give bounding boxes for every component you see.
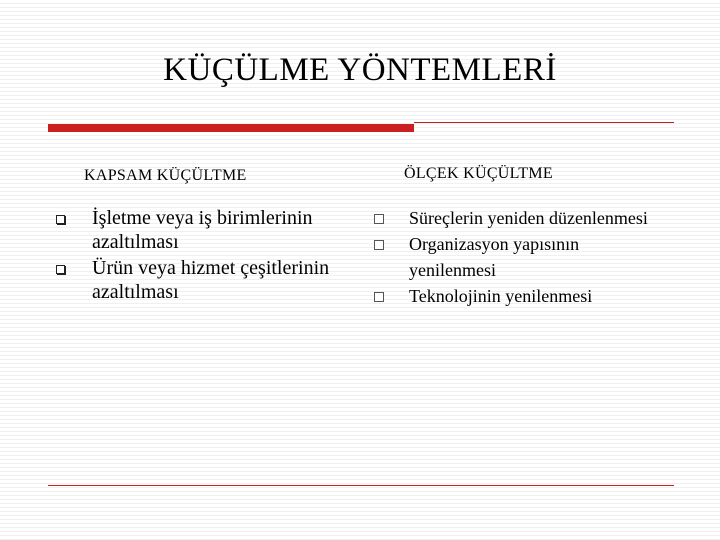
list-item-text: Teknolojinin yenilenmesi xyxy=(409,286,593,306)
square-bullet-icon xyxy=(374,214,384,224)
right-bullet-list xyxy=(372,205,662,309)
square-bullet-icon xyxy=(374,292,384,302)
right-column-heading: ÖLÇEK KÜÇÜLTME xyxy=(404,165,553,182)
slide-title: KÜÇÜLME YÖNTEMLERİ xyxy=(163,52,557,88)
left-column-heading: KAPSAM KÜÇÜLTME xyxy=(84,167,247,184)
list-item-text: Ürün veya hizmet çeşitlerinin azaltılması xyxy=(92,257,330,303)
list-item xyxy=(54,256,344,304)
list-item-text: Süreçlerin yeniden düzenlenmesi xyxy=(409,208,648,228)
list-item xyxy=(372,231,662,283)
title-accent-bar xyxy=(48,124,414,132)
left-bullet-list xyxy=(54,206,344,306)
list-item-text: İşletme veya iş birimlerinin azaltılması xyxy=(92,207,313,253)
title-divider-line xyxy=(414,122,674,123)
square-bullet-icon xyxy=(56,215,65,224)
square-bullet-icon xyxy=(56,265,65,274)
square-bullet-icon xyxy=(374,240,384,250)
list-item xyxy=(372,283,662,309)
list-item xyxy=(54,206,344,254)
footer-divider-line xyxy=(48,485,674,486)
list-item xyxy=(372,205,662,231)
list-item-text: Organizasyon yapısının yenilenmesi xyxy=(409,234,580,280)
